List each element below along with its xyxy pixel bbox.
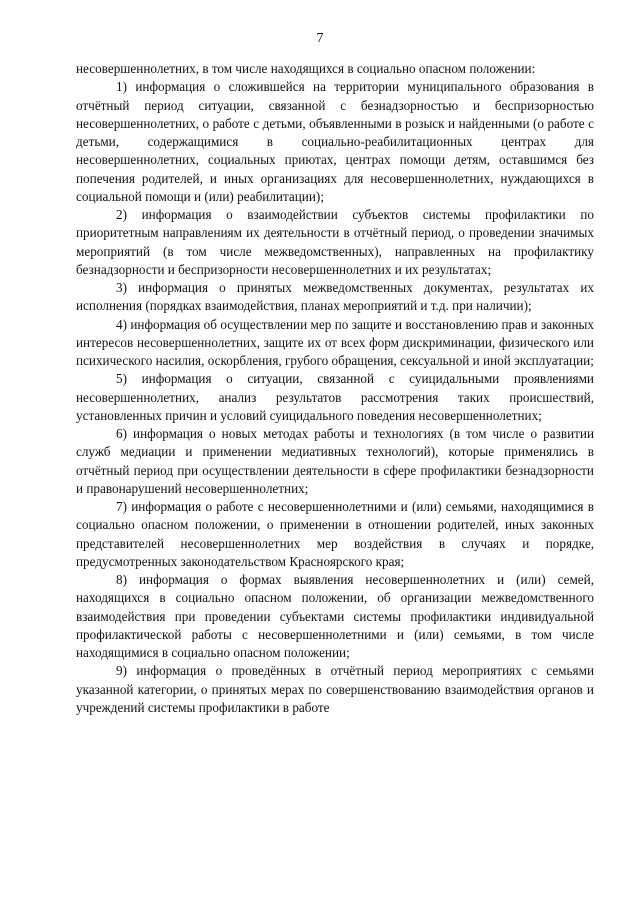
list-item-9: 9) информация о проведённых в отчётный период мероприятиях с семьями указанной категории, о принятых мерах по совершенствованию взаимодействия органов и учреждений системы профилактики в работе (76, 663, 594, 715)
list-item-7: 7) информация о работе с несовершеннолетними и (или) семьями, находящимися в социально опасном положении, о применении в отношении родителей, иных законных представителей несовершеннолетних мер воздействия в случаях и порядке, предусмотренных законодательством Красноярского края; (76, 499, 594, 569)
list-item-3: 3) информация о принятых межведомственных документах, результатах их исполнения (порядках взаимодействия, планах мероприятий и т.д. при наличии); (76, 280, 594, 314)
list-item-4: 4) информация об осуществлении мер по защите и восстановлению прав и законных интересов несовершеннолетних, защите их от всех форм дискриминации, физического или психического насилия, оскорбления, грубого обращения, сексуальной и иной эксплуатации; (76, 316, 594, 368)
paragraph-continuation: несовершеннолетних, в том числе находящихся в социально опасном положении: (76, 61, 536, 76)
page-number: 7 (316, 31, 324, 46)
list-item-8: 8) информация о формах выявления несовершеннолетних и (или) семей, находящихся в социально опасном положении, об организации межведомственного взаимодействия при проведении субъектами системы профилактики индивидуальной профилактической работы с несовершеннолетними и (или) семьями, в том числе находящимися в социально опасном положении; (76, 572, 594, 660)
document-body (76, 60, 594, 717)
list-item-5: 5) информация о ситуации, связанной с суицидальными проявлениями несовершеннолетних, анализ результатов рассмотрения таких происшествий, установленных причин и условий суицидального поведения несовершеннолетних; (76, 371, 594, 423)
list-item-2: 2) информация о взаимодействии субъектов системы профилактики по приоритетным направлениям их деятельности в отчётный период, о проведении значимых мероприятий (в том числе межведомственных), направленных на профилактику безнадзорности и беспризорности несовершеннолетних и их результатах; (76, 207, 594, 277)
list-item-6: 6) информация о новых методах работы и технологиях (в том числе о развитии служб медиации и применении медиативных технологий), которые применялись в отчётный период при осуществлении деятельности в сфере профилактики безнадзорности и правонарушений несовершеннолетних; (76, 426, 594, 496)
list-item-1: 1) информация о сложившейся на территории муниципального образования в отчётный период ситуации, связанной с безнадзорностью и беспризорностью несовершеннолетних, о работе с детьми, объявленными в розыск и найденными (о работе с детьми, содержащимися в социально-реабилитационных центрах для несовершеннолетних, социальных приютах, центрах помощи детям, оставшимся без попечения родителей, и иных организациях для несовершеннолетних, нуждающихся в социальной помощи и (или) реабилитации); (76, 79, 594, 204)
